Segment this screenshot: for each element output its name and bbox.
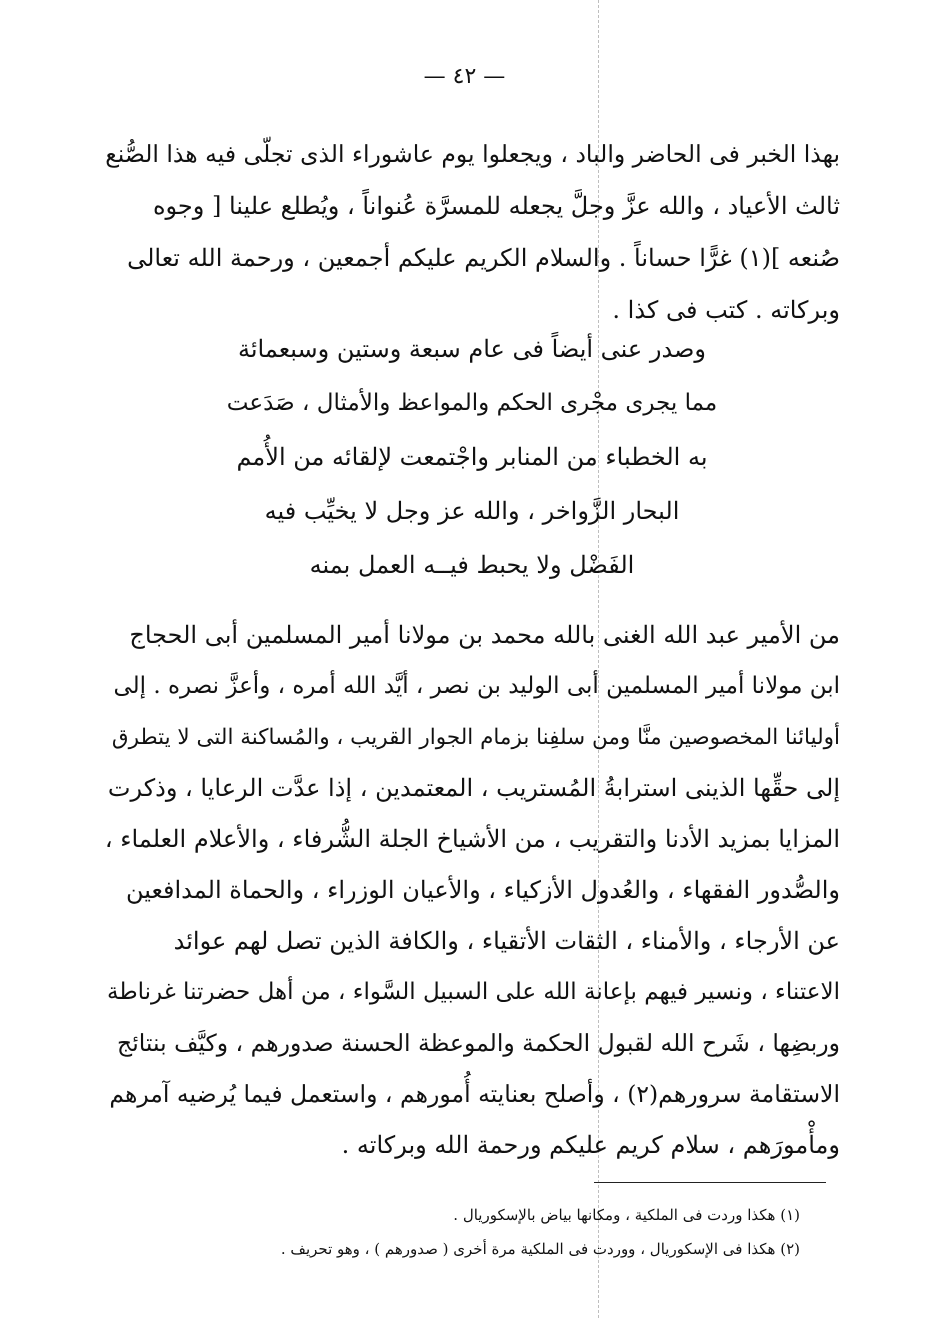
heading-line: البحار الزَّواخر ، والله عز وجل لا يخيِّب فيه	[264, 497, 680, 525]
opening-paragraph	[104, 128, 840, 336]
text-line: عن الأرجاء ، والأمناء ، الثقات الأتقياء ، والكافة الذين تصل لهم عوائد	[173, 927, 840, 955]
text-line: ابن مولانا أمير المسلمين أبى الوليد بن نصر ، أيَّد الله أمره ، وأعزَّ نصره . إلى	[113, 673, 840, 699]
text-line: والصُّدور الفقهاء ، والعُدول الأزكياء ، والأعيان الوزراء ، والحماة المدافعين	[125, 876, 840, 904]
text-line: ومأْمورَهم ، سلام كريم عليكم ورحمة الله وبركاته .	[341, 1131, 840, 1159]
footnote: (٢) هكذا فى الإسكوريال ، ووردت فى الملكية مرة أخرى ( صدورهم ) ، وهو تحريف .	[280, 1240, 800, 1258]
footnote-separator	[594, 1182, 826, 1183]
text-line: إلى حقِّها الذينى استرابةُ المُستريب ، المعتمدين ، إذا عدَّت الرعايا ، وذكرت	[107, 774, 840, 802]
text-line: صُنعه ](١) غرًّا حساناً . والسلام الكريم عليكم أجمعين ، ورحمة الله تعالى	[127, 244, 840, 272]
text-line: الاعتناء ، ونسير فيهم بإعانة الله على السبيل السَّواء ، من أهل حضرتنا غرناطة	[106, 979, 840, 1005]
footnotes	[150, 1198, 800, 1266]
text-line: أوليائنا المخصوصين منَّا ومن سلفِنا بزمام الجوار القريب ، والمُساكنة التى لا يتطرق	[111, 725, 840, 750]
letter-body	[104, 610, 840, 1171]
text-line: وبركاته . كتب فى كذا .	[612, 296, 840, 324]
footnote: (١) هكذا وردت فى الملكية ، ومكانها بياض بالإسكوريال .	[453, 1206, 800, 1224]
heading-line: به الخطباء من المنابر واجْتمعت لإلقائه من الأُمم	[236, 443, 708, 471]
heading-line: مما يجرى مجْرى الحكم والمواعظ والأمثال ، صَدَعت	[226, 390, 718, 416]
text-line: الاستقامة سرورهم(٢) ، وأصلح بعنايته أُمورهم ، واستعمل فيما يُرضيه آمرهم	[109, 1080, 840, 1108]
section-heading	[222, 322, 722, 592]
text-line: بهذا الخبر فى الحاضر والباد ، ويجعلوا يوم عاشوراء الذى تجلّى فيه هذا الصُّنع	[105, 140, 840, 168]
page-number: — ٤٢ —	[423, 64, 506, 89]
text-line: ثالث الأعياد ، والله عزَّ وجلَّ يجعله للمسرَّة عُنواناً ، ويُطلع علينا [ وجوه	[152, 192, 840, 220]
text-line: من الأمير عبد الله الغنى بالله محمد بن مولانا أمير المسلمين أبى الحجاج	[129, 621, 840, 649]
heading-line: وصدر عنى أيضاً فى عام سبعة وستين وسبعمائة	[237, 335, 707, 363]
text-line: وربضِها ، شَرح الله لقبول الحكمة والموعظة الحسنة صدورهم ، وكيَّف بنتائج	[117, 1029, 840, 1057]
text-line: المزايا بمزيد الأدنا والتقريب ، من الأشياخ الجلة الشُّرفاء ، والأعلام العلماء ،	[104, 825, 840, 853]
heading-line: الفَضْل ولا يحبط فيــه العمل بمنه	[309, 551, 635, 579]
